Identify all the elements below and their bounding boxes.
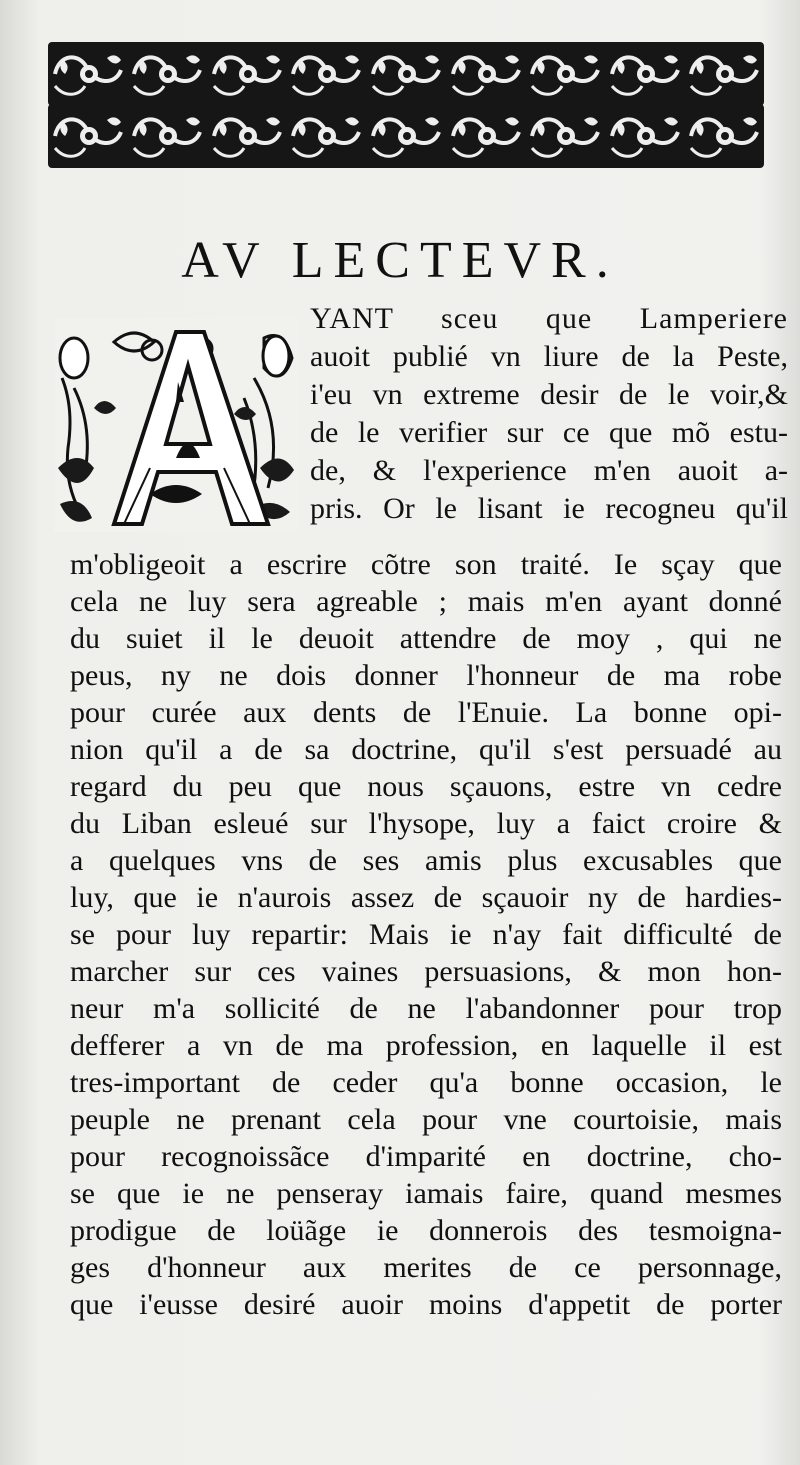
vine-scroll-ornament-icon (128, 108, 206, 164)
text-line: de le verifier sur ce que mõ estu- (310, 416, 788, 449)
vine-scroll-ornament-icon (287, 108, 365, 164)
vine-scroll-ornament-icon (526, 108, 604, 164)
vine-scroll-ornament-icon (526, 46, 604, 102)
page-heading: AV LECTEVR. (181, 231, 619, 289)
text-line: regard du peu que nous sçauons, estre vn cedre (70, 770, 782, 803)
text-line: neur m'a sollicité de ne l'abandonner pour trop (70, 992, 782, 1025)
vine-scroll-ornament-icon (447, 108, 525, 164)
text-line: se que ie ne penseray iamais faire, quand mesmes (70, 1177, 782, 1210)
vine-scroll-ornament-icon (208, 108, 286, 164)
text-line: defferer a vn de ma profession, en laquelle il est (70, 1029, 782, 1062)
text-line: prodigue de loüãge ie donnerois des tesmoigna- (70, 1214, 782, 1247)
vine-scroll-ornament-icon (49, 108, 127, 164)
text-line: peus, ny ne dois donner l'honneur de ma robe (70, 659, 782, 692)
text-line: a quelques vns de ses amis plus excusables que (70, 844, 782, 877)
opening-paragraph (310, 300, 788, 528)
text-line: tres-important de ceder qu'a bonne occasion, le (70, 1066, 782, 1099)
vine-scroll-ornament-icon (208, 46, 286, 102)
vine-scroll-ornament-icon (685, 46, 763, 102)
vine-scroll-ornament-icon (685, 108, 763, 164)
vine-scroll-ornament-icon (128, 46, 206, 102)
text-line: ges d'honneur aux merites de ce personnage, (70, 1251, 782, 1284)
text-line: YANT sceu que Lamperiere (310, 302, 788, 335)
text-line: nion qu'il a de sa doctrine, qu'il s'est persuadé au (70, 733, 782, 766)
drop-cap-frame-icon (54, 318, 298, 532)
text-line: auoit publié vn liure de la Peste, (310, 340, 788, 373)
body-text (70, 546, 782, 1323)
text-line: se pour luy repartir: Mais ie n'ay fait difficulté de (70, 918, 782, 951)
text-line: pris. Or le lisant ie recogneu qu'il (310, 492, 788, 525)
text-line: pour recognoissãce d'imparité en doctrine, cho- (70, 1140, 782, 1173)
vine-scroll-ornament-icon (606, 46, 684, 102)
text-line: du Liban esleué sur l'hysope, luy a faict croire & (70, 807, 782, 840)
vine-scroll-ornament-icon (49, 46, 127, 102)
text-line: peuple ne prenant cela pour vne courtoisie, mais (70, 1103, 782, 1136)
text-line: pour curée aux dents de l'Enuie. La bonne opi- (70, 696, 782, 729)
vine-scroll-ornament-icon (447, 46, 525, 102)
text-line: de, & l'experience m'en auoit a- (310, 454, 788, 487)
text-line: marcher sur ces vaines persuasions, & mon hon- (70, 955, 782, 988)
vine-scroll-ornament-icon (367, 46, 445, 102)
vine-scroll-ornament-icon (606, 108, 684, 164)
headpiece-ornament-bottom (48, 104, 764, 168)
text-line: du suiet il le deuoit attendre de moy , qui ne (70, 622, 782, 655)
text-line: m'obligeoit a escrire cõtre son traité. Ie sçay que (70, 548, 782, 581)
vine-scroll-ornament-icon (287, 46, 365, 102)
text-line: que i'eusse desiré auoir moins d'appetit de porter (70, 1288, 782, 1321)
drop-cap-initial (54, 318, 298, 532)
text-line: luy, que ie n'aurois assez de sçauoir ny de hardies- (70, 881, 782, 914)
text-line: cela ne luy sera agreable ; mais m'en ayant donné (70, 585, 782, 618)
text-line: i'eu vn extreme desir de le voir,& (310, 378, 788, 411)
vine-scroll-ornament-icon (367, 108, 445, 164)
headpiece-ornament-top (48, 42, 764, 106)
